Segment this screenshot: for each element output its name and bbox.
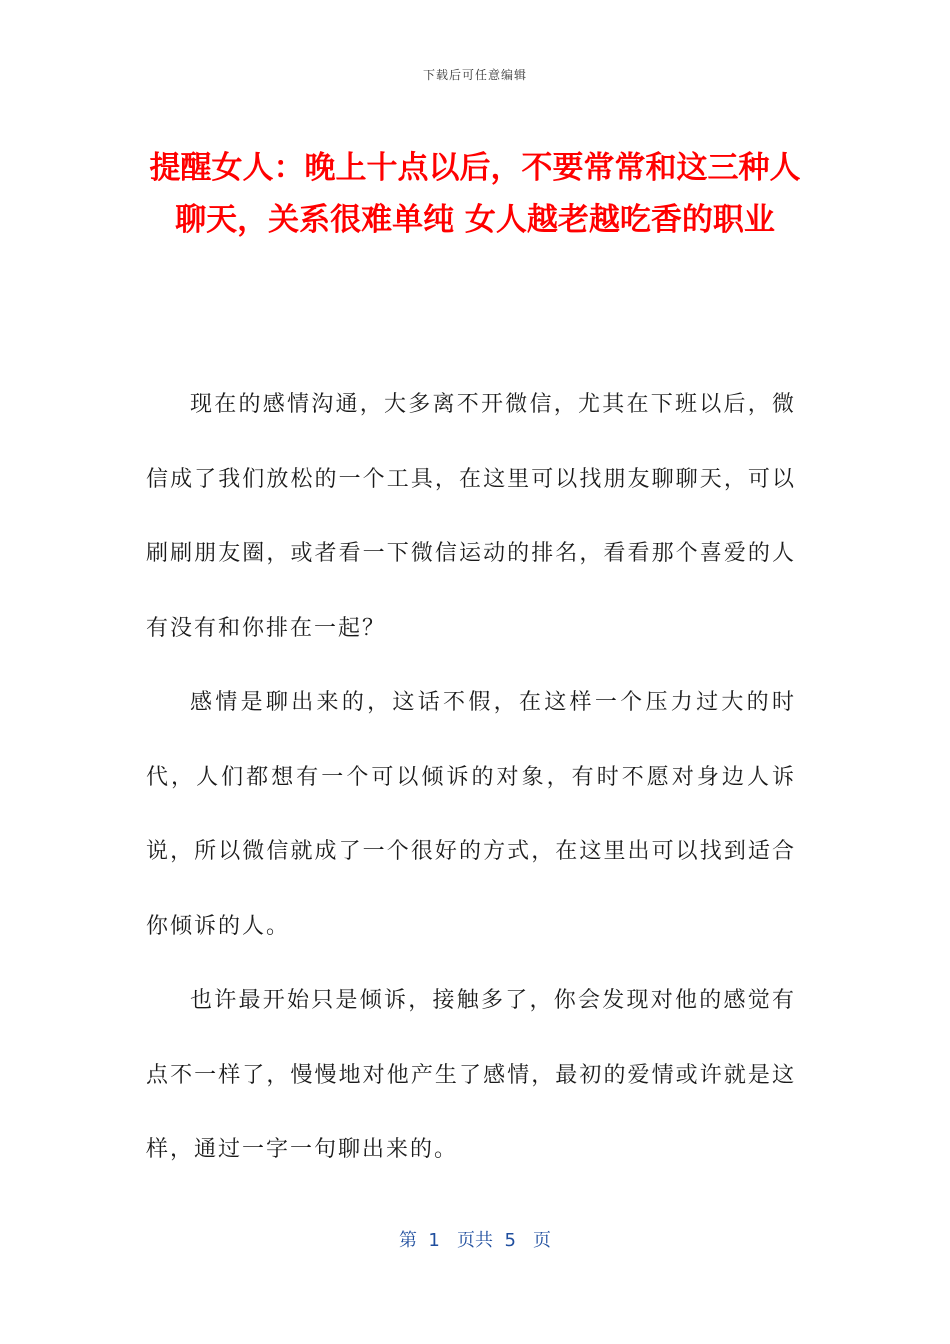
header-note: 下载后可任意编辑	[422, 68, 527, 82]
document-body	[146, 368, 796, 1188]
document-title: 提醒女人：晚上十点以后，不要常常和这三种人聊天，关系很难单纯 女人越老越吃香的职业	[149, 150, 801, 238]
paragraph-2: 感情是聊出来的，这话不假，在这样一个压力过大的时代，人们都想有一个可以倾诉的对象，有时不愿对身边人诉说，所以微信就成了一个很好的方式，在这里出可以找到适合你倾诉的人。	[146, 690, 796, 939]
paragraph-3: 也许最开始只是倾诉，接触多了，你会发现对他的感觉有点不一样了，慢慢地对他产生了感情，最初的爱情或许就是这样，通过一字一句聊出来的。	[146, 988, 796, 1162]
page-footer: 第 1 页共 5 页	[398, 1230, 552, 1251]
paragraph-1: 现在的感情沟通，大多离不开微信，尤其在下班以后，微信成了我们放松的一个工具，在这里可以找朋友聊聊天，可以刷刷朋友圈，或者看一下微信运动的排名，看看那个喜爱的人有没有和你排在一起？	[146, 392, 796, 641]
